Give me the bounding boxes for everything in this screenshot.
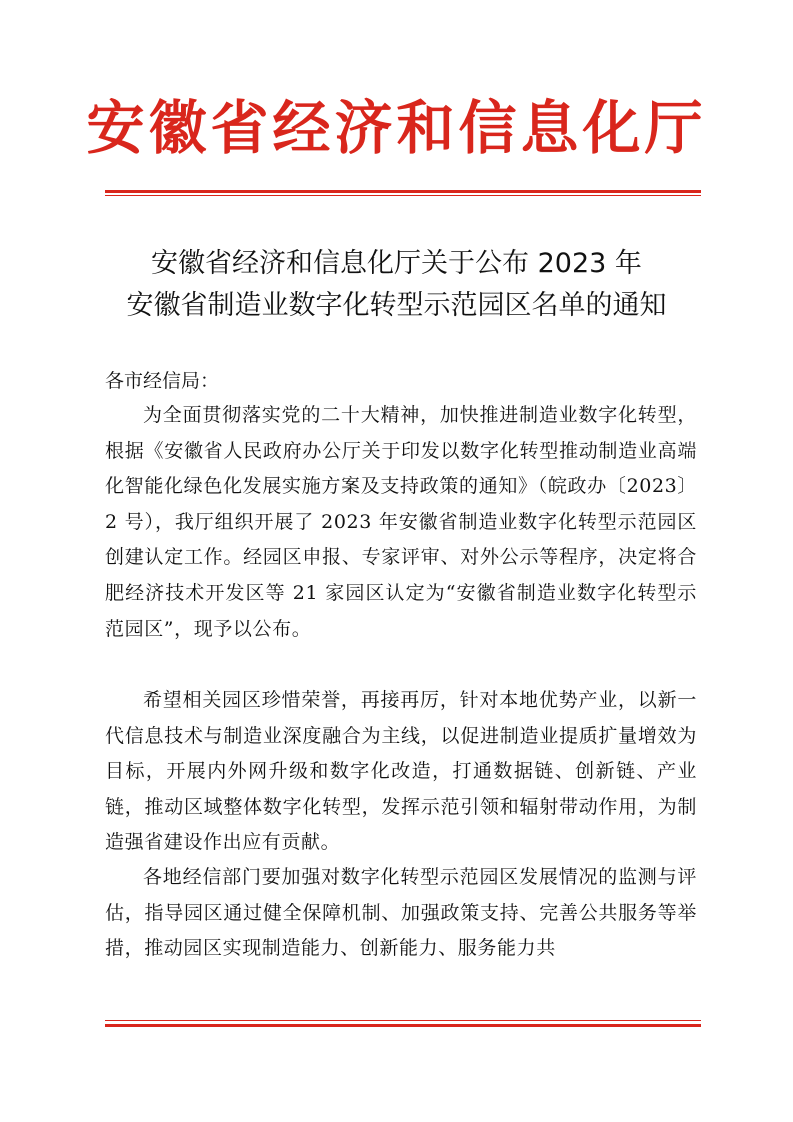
paragraph-1: 为全面贯彻落实党的二十大精神，加快推进制造业数字化转型，根据《安徽省人民政府办公厅关于印发以数字化转型推动制造业高端化智能化绿色化发展实施方案及支持政策的通知》（皖政办〔2023〕2 号），我厅组织开展了 2023 年安徽省制造业数字化转型示范园区创建认定工作。经园区申报、专家评审、对外公示等程序，决定将合肥经济技术开发区等 21 家园区认定为“安徽省制造业数字化转型示范园区”，现予以公布。 xyxy=(105,404,697,640)
footer-divider xyxy=(105,1024,701,1027)
salutation: 各市经信局： xyxy=(105,370,220,392)
agency-masthead: 安徽省经济和信息化厅 xyxy=(86,94,707,162)
document-body-2 xyxy=(105,683,697,861)
footer-divider-thin xyxy=(105,1020,701,1021)
document-body xyxy=(105,398,697,647)
document-body-3 xyxy=(105,860,697,967)
masthead-divider xyxy=(105,190,701,193)
paragraph-2: 希望相关园区珍惜荣誉，再接再厉，针对本地优势产业，以新一代信息技术与制造业深度融合为主线，以促进制造业提质扩量增效为目标，开展内外网升级和数字化改造，打通数据链、创新链、产业链，推动区域整体数字化转型，发挥示范引领和辐射带动作用，为制造强省建设作出应有贡献。 xyxy=(105,689,697,854)
masthead-divider-thin xyxy=(105,195,701,196)
paragraph-3: 各地经信部门要加强对数字化转型示范园区发展情况的监测与评估，指导园区通过健全保障机制、加强政策支持、完善公共服务等举措，推动园区实现制造能力、创新能力、服务能力共 xyxy=(105,866,697,960)
document-title-line-1: 安徽省经济和信息化厅关于公布 2023 年 xyxy=(151,248,642,279)
document-title-line-2: 安徽省制造业数字化转型示范园区名单的通知 xyxy=(126,290,667,321)
